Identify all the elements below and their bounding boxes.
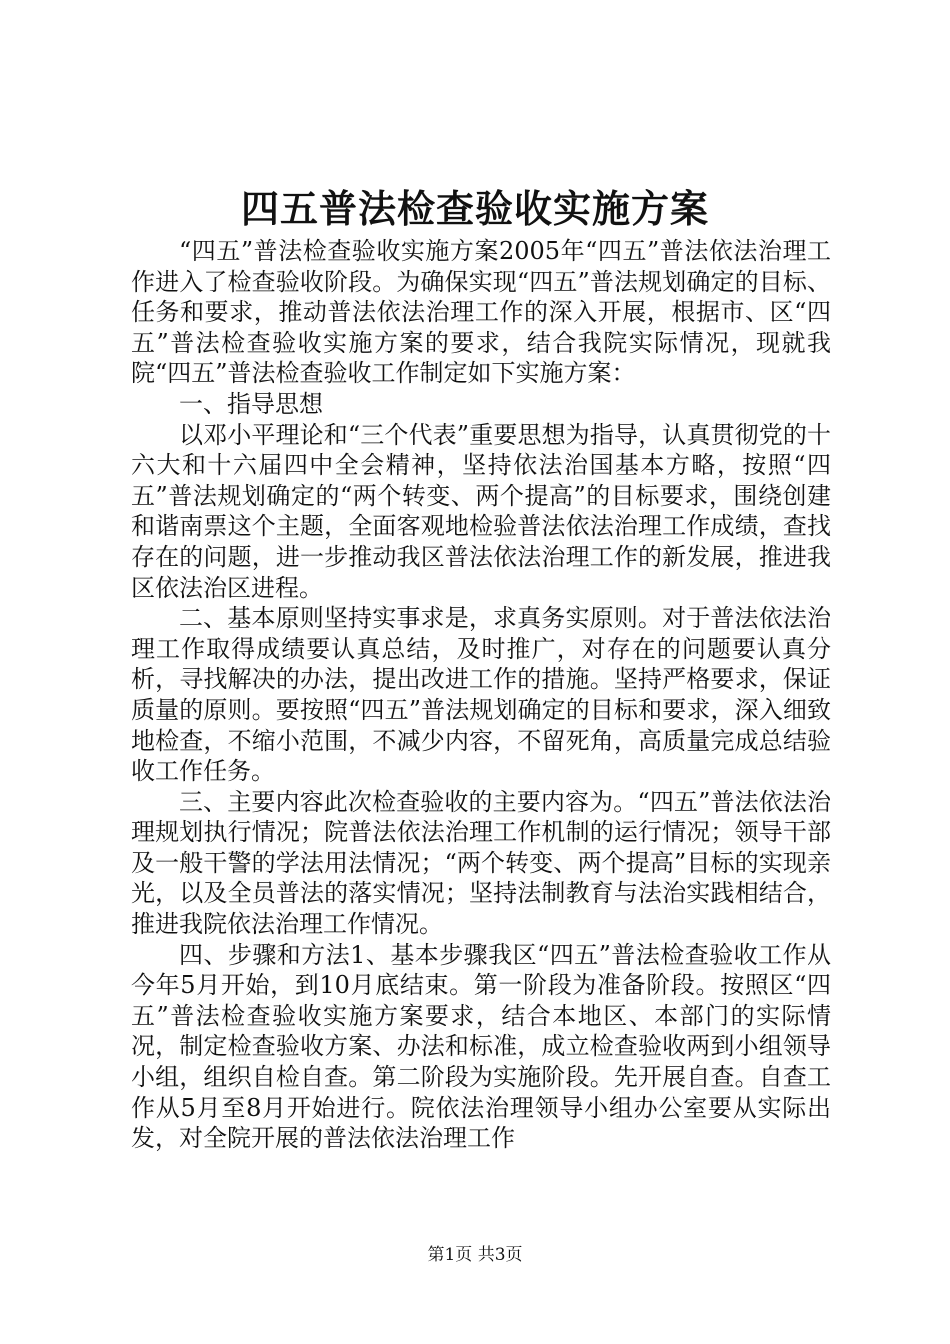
paragraph-basic-principles: 二、基本原则坚持实事求是，求真务实原则。对于普法依法治理工作取得成绩要认真总结，及时推广，对存在的问题要认真分析，寻找解决的办法，提出改进工作的措施。坚持严格要求，保证质量的原则。要按照“四五”普法规划确定的目标和要求，深入细致地检查，不缩小范围，不减少内容，不留死角，高质量完成总结验收工作任务。 <box>131 604 831 786</box>
document-title: 四五普法检查验收实施方案 <box>240 186 709 231</box>
heading-guiding-ideology: 一、指导思想 <box>179 389 323 418</box>
page-footer: 第1页 共3页 <box>427 1245 523 1265</box>
document-body <box>131 236 831 1154</box>
paragraph-guiding-ideology: 以邓小平理论和“三个代表”重要思想为指导，认真贯彻党的十六大和十六届四中全会精神，坚持依法治国基本方略，按照“四五”普法规划确定的“两个转变、两个提高”的目标要求，围绕创建和谐南票这个主题，全面客观地检验普法依法治理工作成绩，查找存在的问题，进一步推动我区普法依法治理工作的新发展，推进我区依法治区进程。 <box>131 420 831 602</box>
paragraph-main-content: 三、主要内容此次检查验收的主要内容为。“四五”普法依法治理规划执行情况；院普法依法治理工作机制的运行情况；领导干部及一般干警的学法用法情况；“两个转变、两个提高”目标的实现亲光，以及全员普法的落实情况；坚持法制教育与法治实践相结合，推进我院依法治理工作情况。 <box>131 787 831 939</box>
paragraph-intro: “四五”普法检查验收实施方案2005年“四五”普法依法治理工作进入了检查验收阶段。为确保实现“四五”普法规划确定的目标、任务和要求，推动普法依法治理工作的深入开展，根据市、区“四五”普法检查验收实施方案的要求，结合我院实际情况，现就我院“四五”普法检查验收工作制定如下实施方案： <box>131 237 831 388</box>
paragraph-steps-methods: 四、步骤和方法1、基本步骤我区“四五”普法检查验收工作从今年5月开始，到10月底结束。第一阶段为准备阶段。按照区“四五”普法检查验收实施方案要求，结合本地区、本部门的实际情况，制定检查验收方案、办法和标准，成立检查验收两到小组领导小组，组织自检自查。第二阶段为实施阶段。先开展自查。自查工作从5月至8月开始进行。院依法治理领导小组办公室要从实际出发，对全院开展的普法依法治理工作 <box>131 940 831 1153</box>
